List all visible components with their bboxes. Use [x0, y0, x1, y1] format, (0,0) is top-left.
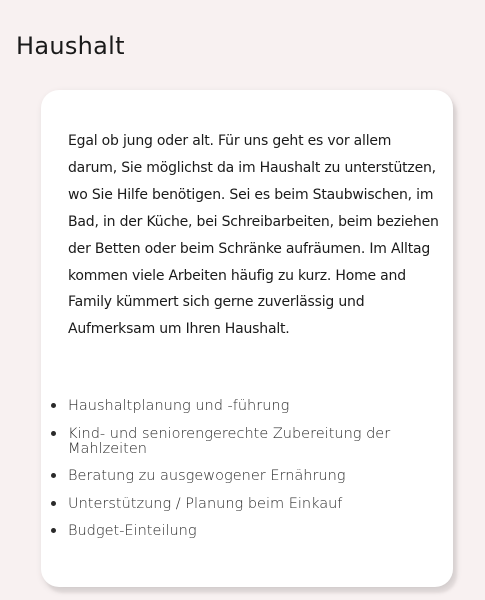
bullet-icon — [51, 473, 56, 478]
services-list — [51, 399, 443, 552]
page-title: Haushalt — [16, 32, 125, 60]
list-item-label: Haushaltplanung und -führung — [68, 398, 290, 414]
list-item — [51, 427, 443, 457]
bullet-icon — [51, 431, 56, 436]
bullet-icon — [51, 403, 56, 408]
list-item — [51, 399, 443, 414]
bullet-icon — [51, 528, 56, 533]
list-item — [51, 497, 443, 512]
list-item — [51, 524, 443, 539]
content-card — [41, 90, 453, 587]
list-item-label: Beratung zu ausgewogener Ernährung — [68, 468, 346, 484]
bullet-icon — [51, 501, 56, 506]
list-item-label: Budget-Einteilung — [68, 523, 197, 539]
list-item — [51, 469, 443, 484]
list-item-label: Unterstützung / Planung beim Einkauf — [68, 495, 343, 512]
list-item-label: Kind- und seniorengerechte Zubereitung der Mahlzeiten — [68, 425, 391, 457]
intro-paragraph: Egal ob jung oder alt. Für uns geht es vor allem darum, Sie möglichst da im Haushalt zu unterstützen, wo Sie Hilfe benötigen. Sei es beim Staubwischen, im Bad, in der Küche, bei Schreibarbeiten, beim beziehen der Betten oder beim Schränke aufräumen. Im Alltag kommen viele Arbeiten häufig zu kurz. Home and Family kümmert sich gerne zuverlässig und Aufmerksam um Ihren Haushalt. — [68, 133, 439, 338]
